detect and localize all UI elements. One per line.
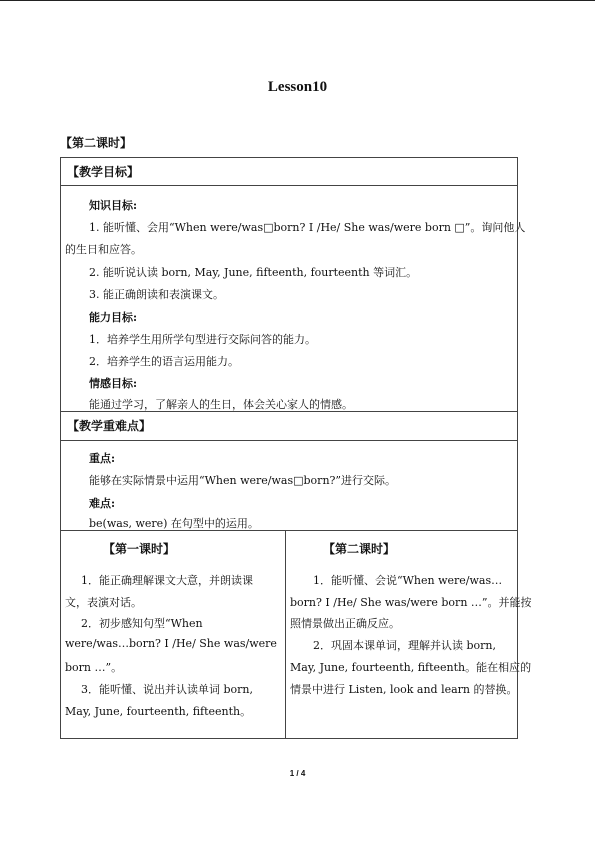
first-lesson-line-5: born …”。 bbox=[65, 661, 123, 674]
emotion-item-1: 能通过学习，了解亲人的生日，体会关心家人的情感。 bbox=[89, 398, 353, 411]
objectives-body-box bbox=[60, 185, 526, 412]
ability-item-1: 1．培养学生用所学句型进行交际问答的能力。 bbox=[89, 333, 316, 346]
knowledge-label: 知识目标: bbox=[89, 199, 138, 212]
second-lesson-line-3: 照情景做出正确反应。 bbox=[290, 617, 400, 630]
first-lesson-header: 【第一课时】 bbox=[103, 542, 176, 556]
focus-label: 重点: bbox=[89, 452, 116, 465]
knowledge-item-1: 1. 能听懂、会用“When were/was□born? I /He/ She was/were born □”。询问他人 bbox=[89, 221, 526, 234]
page-title: Lesson10 bbox=[267, 79, 328, 95]
difficulty-text: be(was, were) 在句型中的运用。 bbox=[89, 517, 259, 530]
first-lesson-line-1: 1．能正确理解课文大意，并朗读课 bbox=[81, 574, 253, 587]
first-lesson-line-7: May, June, fourteenth, fifteenth。 bbox=[65, 705, 252, 718]
knowledge-item-2: 2. 能听说认读 born, May, June, fifteenth, fourteenth 等词汇。 bbox=[89, 266, 418, 279]
first-lesson-line-2: 文，表演对话。 bbox=[65, 596, 142, 609]
knowledge-item-1-cont: 的生日和应答。 bbox=[65, 243, 142, 256]
emotion-label: 情感目标: bbox=[89, 377, 138, 390]
second-lesson-line-1: 1．能听懂、会说“When were/was… bbox=[313, 574, 503, 587]
page-number: 1 / 4 bbox=[289, 769, 306, 778]
first-lesson-line-4: were/was…born? I /He/ She was/were bbox=[65, 637, 277, 650]
ability-item-2: 2．培养学生的语言运用能力。 bbox=[89, 355, 239, 368]
second-lesson-line-5: May, June, fourteenth, fifteenth。能在相应的 bbox=[290, 661, 532, 674]
key-points-header: 【教学重难点】 bbox=[67, 419, 152, 433]
second-lesson-line-6: 情景中进行 Listen, look and learn 的替换。 bbox=[290, 683, 518, 696]
top-rule bbox=[0, 0, 595, 1]
second-lesson-line-2: born? I /He/ She was/were born …”。并能按 bbox=[290, 596, 532, 609]
objectives-header: 【教学目标】 bbox=[67, 165, 140, 179]
second-lesson-header: 【第二课时】 bbox=[323, 542, 396, 556]
objectives-header-box bbox=[60, 157, 518, 186]
first-lesson-line-3: 2．初步感知句型“When bbox=[81, 617, 203, 630]
column-divider bbox=[285, 530, 286, 739]
ability-label: 能力目标: bbox=[89, 311, 138, 324]
focus-text: 能够在实际情景中运用“When were/was□born?”进行交际。 bbox=[89, 474, 397, 487]
first-lesson-line-6: 3．能听懂、说出并认读单词 born, bbox=[81, 683, 253, 696]
lesson-columns-box bbox=[60, 530, 532, 739]
key-points-header-box bbox=[60, 411, 518, 441]
difficulty-label: 难点: bbox=[89, 497, 116, 510]
second-lesson-line-4: 2．巩固本课单词，理解并认读 born, bbox=[313, 639, 496, 652]
section-label: 【第二课时】 bbox=[60, 136, 133, 150]
knowledge-item-3: 3. 能正确朗读和表演课文。 bbox=[89, 288, 224, 301]
key-points-body-box bbox=[60, 440, 518, 531]
